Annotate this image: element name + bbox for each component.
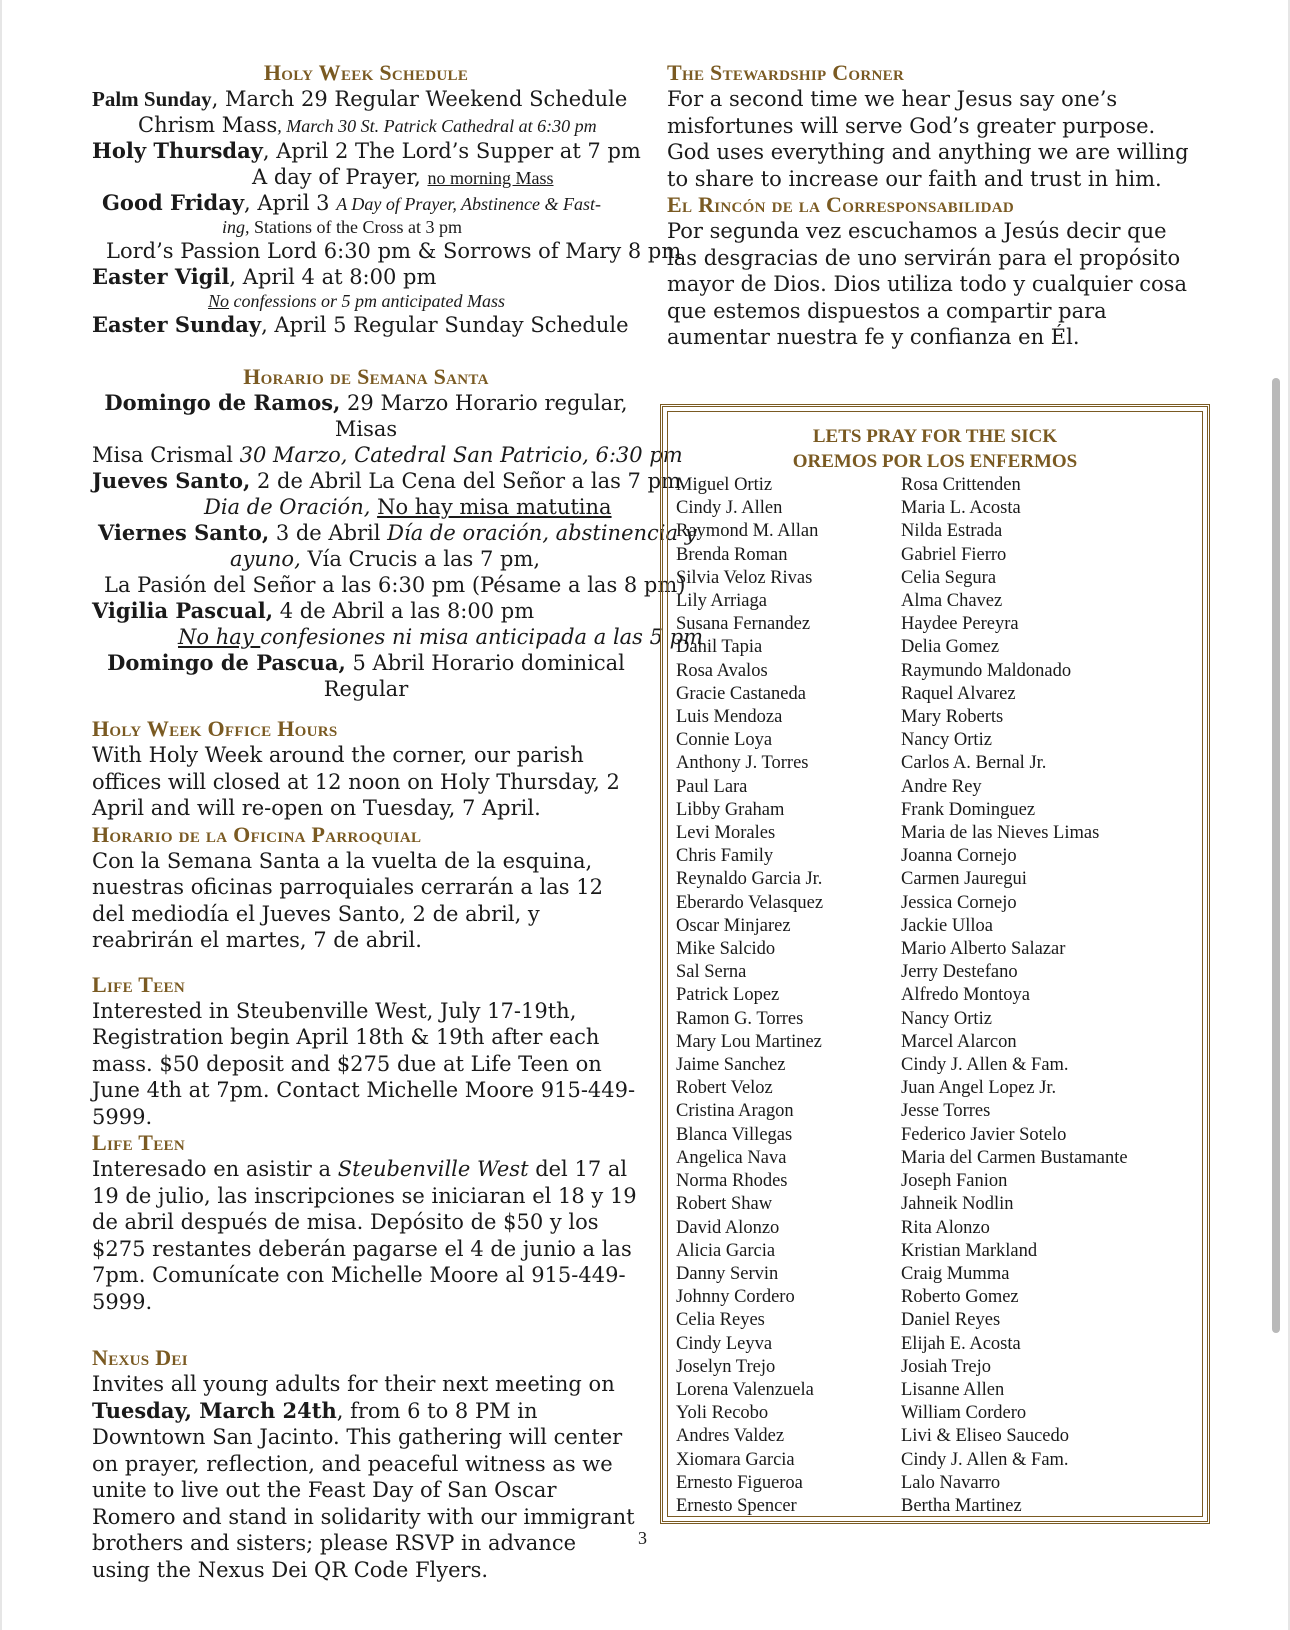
sick-name: David Alonzo — [676, 1217, 780, 1238]
no-hay-line: No hay confesiones ni misa anticipada a las 5 pm — [178, 625, 704, 649]
sick-name: Kristian Markland — [901, 1240, 1038, 1261]
sick-name: Patrick Lopez — [676, 985, 780, 1006]
sick-name: Jaime Sanchez — [676, 1055, 786, 1076]
easter-sunday-line: Easter Sunday, April 5 Regular Sunday Schedule — [92, 312, 629, 337]
sick-name: Haydee Pereyra — [901, 614, 1019, 635]
regular-line: Regular — [323, 677, 409, 701]
stewardship-heading: The Stewardship Corner — [667, 60, 905, 85]
easter-vigil-line: Easter Vigil, April 4 at 8:00 pm — [92, 264, 437, 289]
sick-name: Joanna Cornejo — [901, 846, 1017, 867]
sick-name: Josiah Trejo — [901, 1356, 991, 1377]
sick-name: Silvia Veloz Rivas — [676, 567, 813, 588]
sick-name: Angelica Nava — [676, 1147, 787, 1168]
sick-name: Celia Reyes — [676, 1310, 765, 1331]
sick-name: Nilda Estrada — [901, 521, 1003, 542]
sick-name: Ernesto Figueroa — [676, 1472, 803, 1493]
sick-name: Daniel Reyes — [901, 1310, 1001, 1331]
sick-name: Cristina Aragon — [676, 1101, 794, 1122]
sick-name: Ramon G. Torres — [676, 1008, 804, 1029]
sick-name: Frank Dominguez — [901, 799, 1036, 820]
sick-title-en: LETS PRAY FOR THE SICK — [812, 426, 1058, 447]
vigilia-line: Vigilia Pascual, 4 de Abril a las 8:00 pm — [92, 598, 535, 623]
sick-names-left — [676, 474, 901, 1518]
sick-name: Andre Rey — [901, 776, 982, 797]
viernes-line: Viernes Santo, 3 de Abril Día de oración, abstinencia y — [98, 520, 697, 545]
crismal-line: Misa Crismal 30 Marzo, Catedral San Patricio, 6:30 pm — [92, 443, 683, 467]
sick-name: Jackie Ulloa — [901, 915, 993, 936]
sick-name: Raymundo Maldonado — [901, 660, 1072, 681]
holy-thursday-line: Holy Thursday, April 2 The Lord’s Supper at 7 pm — [92, 138, 641, 163]
sick-name: Reynaldo Garcia Jr. — [676, 869, 823, 890]
sick-name: Nancy Ortiz — [901, 730, 992, 751]
sick-name: Mario Alberto Salazar — [901, 939, 1066, 960]
nexus-dei-body: Invites all young adults for their next meeting on Tuesday, March 24th, from 6 to 8 PM in Downtown San Jacinto. This gathering will center on prayer, reflection, and peaceful witness as we unite to live out the Feast Day of San Oscar Romero and stand in solidarity with our immigrant brothers and sisters; please RSVP in advance using the Nexus Dei QR Code Flyers. — [92, 1372, 635, 1582]
stewardship-body: For a second time we hear Jesus say one’s misfortunes will serve God’s greater purpose. God uses everything and anything we are willing to share to increase our faith and trust in him. — [667, 87, 1189, 191]
sick-name: Federico Javier Sotelo — [901, 1124, 1067, 1145]
sick-names-right — [901, 474, 1161, 1518]
scrollbar[interactable] — [1272, 378, 1280, 1333]
sick-name: Raymond M. Allan — [676, 521, 819, 542]
sick-name: Norma Rhodes — [676, 1171, 788, 1192]
sick-name: Bertha Martinez — [901, 1495, 1022, 1516]
sick-name: Miguel Ortiz — [676, 475, 773, 495]
sick-name: Cindy J. Allen & Fam. — [901, 1449, 1069, 1470]
sick-name: Carlos A. Bernal Jr. — [901, 753, 1047, 774]
good-friday-line-2: ing, Stations of the Cross at 3 pm — [222, 217, 463, 237]
sick-name: Maria del Carmen Bustamante — [901, 1147, 1128, 1168]
sick-name: Juan Angel Lopez Jr. — [901, 1078, 1057, 1099]
sick-name: Joselyn Trejo — [676, 1356, 776, 1377]
sick-name: Jessica Cornejo — [901, 892, 1017, 913]
sick-name: Delia Gomez — [901, 637, 1000, 658]
sick-name: Lalo Navarro — [901, 1472, 1001, 1493]
sick-name: Xiomara Garcia — [676, 1449, 795, 1470]
domingo-ramos-line: Domingo de Ramos, 29 Marzo Horario regular, — [104, 390, 628, 415]
sick-name: William Cordero — [901, 1403, 1027, 1424]
sick-name: Celia Segura — [901, 567, 997, 588]
jueves-line: Jueves Santo, 2 de Abril La Cena del Señor a las 7 pm — [92, 468, 681, 493]
sick-name: Ernesto Spencer — [676, 1495, 797, 1516]
sick-name: Luis Mendoza — [676, 707, 783, 728]
sick-name: Cindy J. Allen & Fam. — [901, 1055, 1069, 1076]
sick-name: Alma Chavez — [901, 591, 1003, 612]
sick-name: Livi & Eliseo Saucedo — [901, 1426, 1070, 1447]
sick-name: Yoli Recobo — [676, 1403, 769, 1424]
page-number: 3 — [638, 1528, 647, 1548]
sick-name: Eberardo Velasquez — [676, 892, 824, 913]
sick-name: Robert Shaw — [676, 1194, 773, 1215]
passion-line: Lord’s Passion Lord 6:30 pm & Sorrows of Mary 8 pm — [106, 239, 682, 263]
sick-name: Mary Lou Martinez — [676, 1031, 822, 1052]
sick-name: Craig Mumma — [901, 1263, 1010, 1284]
sick-name: Elijah E. Acosta — [901, 1333, 1021, 1354]
nexus-dei-heading: Nexus Dei — [92, 1345, 188, 1370]
life-teen-body-en: Interested in Steubenville West, July 17-19th, Registration begin April 18th & 19th after each mass. $50 deposit and $275 due at Life Teen on June 4th at 7pm. Contact Michelle Moore 915-449-5999. — [92, 998, 636, 1129]
sick-name: Marcel Alarcon — [901, 1031, 1017, 1052]
office-hours-body: With Holy Week around the corner, our parish offices will closed at 12 noon on Holy Thursday, 2 April and will re-open on Tuesday, 7 April. — [92, 743, 620, 820]
chrism-line: Chrism Mass, March 30 St. Patrick Cathedral at 6:30 pm — [138, 113, 597, 137]
sick-name: Cindy Leyva — [676, 1333, 773, 1354]
sick-name: Connie Loya — [676, 730, 773, 751]
sick-name: Lorena Valenzuela — [676, 1379, 814, 1400]
sick-names-grid — [668, 474, 1202, 1518]
sick-name: Jesse Torres — [901, 1101, 991, 1122]
sick-name: Gracie Castaneda — [676, 683, 806, 704]
sick-name: Chris Family — [676, 846, 774, 867]
no-confessions-line: No confessions or 5 pm anticipated Mass — [208, 291, 506, 311]
sick-name: Blanca Villegas — [676, 1124, 793, 1145]
sick-name: Brenda Roman — [676, 544, 788, 565]
sick-name: Rosa Crittenden — [901, 475, 1021, 495]
palm-sunday-line: Palm Sunday, March 29 Regular Weekend Schedule — [92, 87, 628, 111]
sick-name: Libby Graham — [676, 799, 785, 820]
life-teen-body-es: Interesado en asistir a Steubenville West del 17 al 19 de julio, las inscripciones se iniciaran el 18 y 19 de abril después de misa. Depósito de $50 y los $275 restantes deberán pagarse el 4 de junio a las 7pm. Comunícate con Michelle Moore al 915-449-5999. — [92, 1157, 637, 1314]
oficina-heading: Horario de la Oficina Parroquial — [92, 821, 422, 847]
sick-name: Mary Roberts — [901, 707, 1004, 728]
life-teen-heading-en: Life Teen — [92, 971, 185, 997]
office-hours-heading: Holy Week Office Hours — [92, 716, 338, 741]
sick-list-box — [660, 404, 1210, 1524]
sick-name: Maria L. Acosta — [901, 498, 1021, 519]
sick-name: Roberto Gomez — [901, 1287, 1019, 1308]
sick-list-inner — [667, 411, 1203, 1517]
sick-name: Nancy Ortiz — [901, 1008, 992, 1029]
sick-name: Mike Salcido — [676, 939, 776, 960]
sick-name: Levi Morales — [676, 823, 776, 844]
sick-name: Alfredo Montoya — [901, 985, 1030, 1006]
sick-name: Sal Serna — [676, 962, 747, 983]
dia-oracion-line: Dia de Oración, No hay misa matutina — [204, 495, 612, 519]
sick-name: Paul Lara — [676, 776, 748, 797]
viernes-line-2: ayuno, Vía Crucis a las 7 pm, — [230, 547, 541, 571]
sick-name: Lily Arriaga — [676, 591, 767, 612]
misas-line: Misas — [334, 417, 398, 441]
good-friday-line: Good Friday, April 3 A Day of Prayer, Abstinence & Fast- — [102, 190, 601, 215]
sick-name: Raquel Alvarez — [901, 683, 1016, 704]
sick-name: Oscar Minjarez — [676, 915, 791, 936]
day-of-prayer-line: A day of Prayer, no morning Mass — [252, 165, 554, 189]
sick-name: Susana Fernandez — [676, 614, 811, 635]
sick-name: Cindy J. Allen — [676, 498, 783, 519]
right-column — [667, 60, 1197, 351]
sick-name: Lisanne Allen — [901, 1379, 1005, 1400]
sick-name: Dahil Tapia — [676, 637, 763, 658]
sick-name: Rosa Avalos — [676, 660, 768, 681]
sick-name: Jahneik Nodlin — [901, 1194, 1014, 1215]
sick-name: Maria de las Nieves Limas — [901, 823, 1100, 844]
sick-name: Joseph Fanion — [901, 1171, 1008, 1192]
life-teen-heading-es: Life Teen — [92, 1130, 185, 1155]
semana-santa-heading: Horario de Semana Santa — [243, 364, 489, 389]
sick-name: Andres Valdez — [676, 1426, 785, 1447]
sick-name: Carmen Jauregui — [901, 869, 1027, 890]
holy-week-heading: Holy Week Schedule — [263, 60, 469, 85]
sick-name: Alicia Garcia — [676, 1240, 776, 1261]
corresponsabilidad-heading: El Rincón de la Corresponsabilidad — [667, 192, 1015, 217]
sick-name: Anthony J. Torres — [676, 753, 809, 774]
sick-name: Rita Alonzo — [901, 1217, 990, 1238]
pasion-line: La Pasión del Señor a las 6:30 pm (Pésame a las 8 pm) — [104, 573, 686, 597]
sick-name: Jerry Destefano — [901, 962, 1018, 983]
pascua-line: Domingo de Pascua, 5 Abril Horario dominical — [107, 650, 625, 675]
oficina-body: Con la Semana Santa a la vuelta de la esquina, nuestras oficinas parroquiales cerrarán a las 12 del mediodía el Jueves Santo, 2 de abril, y reabrirán el martes, 7 de abril. — [92, 848, 603, 952]
sick-name: Johnny Cordero — [676, 1287, 795, 1308]
corresponsabilidad-body: Por segunda vez escuchamos a Jesús decir que las desgracias de uno servirán para el propósito mayor de Dios. Dios utiliza todo y cualquier cosa que estemos dispuestos a compartir para aumentar nuestra fe y confianza en Él. — [667, 219, 1187, 349]
sick-name: Danny Servin — [676, 1263, 779, 1284]
sick-name: Robert Veloz — [676, 1078, 773, 1099]
sick-name: Gabriel Fierro — [901, 544, 1007, 565]
left-column — [92, 60, 704, 1583]
sick-title-es: OREMOS POR LOS ENFERMOS — [792, 451, 1078, 472]
